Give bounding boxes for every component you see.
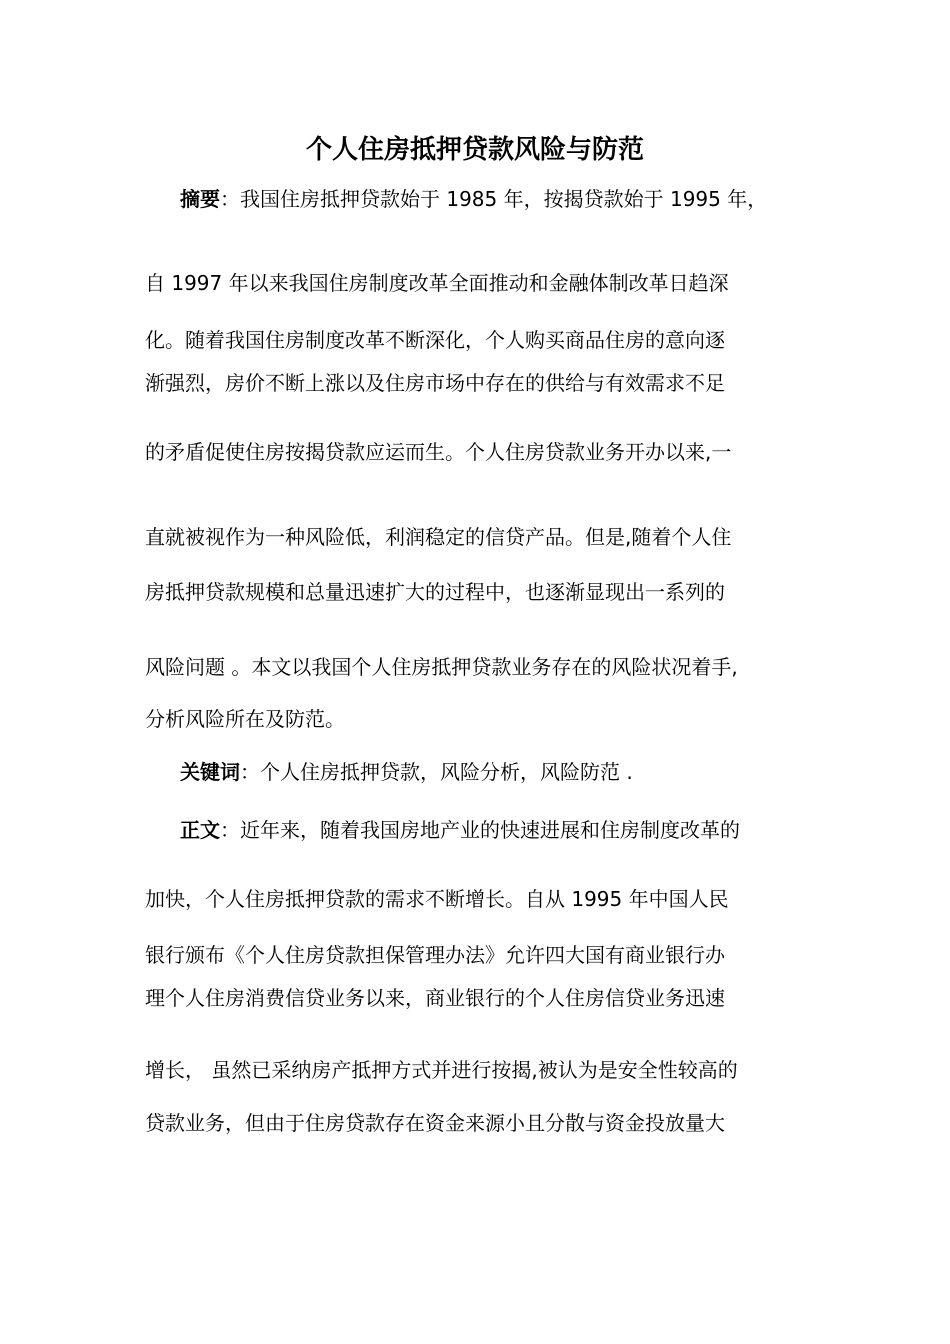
- body-line: 银行颁布《个人住房贷款担保管理办法》允许四大国有商业银行办: [145, 943, 725, 967]
- body-text: ：近年来，随着我国房地产业的快速进展和住房制度改革的: [220, 818, 740, 842]
- document-title: 个人住房抵押贷款风险与防范: [305, 135, 644, 165]
- body-line: 增长， 虽然已采纳房产抵押方式并进行按揭,被认为是安全性较高的: [145, 1058, 738, 1082]
- abstract-text: ：我国住房抵押贷款始于 1985 年，按揭贷款始于 1995 年，: [220, 187, 768, 211]
- abstract-line: [180, 184, 767, 214]
- body-line: 贷款业务，但由于住房贷款存在资金来源小且分散与资金投放量大: [145, 1111, 725, 1135]
- body-line: 理个人住房消费信贷业务以来，商业银行的个人住房信贷业务迅速: [145, 986, 725, 1010]
- body-label: 正文: [180, 818, 220, 842]
- keywords-text: ：个人住房抵押贷款，风险分析，风险防范 .: [240, 760, 633, 784]
- body-line: 加快，个人住房抵押贷款的需求不断增长。自从 1995 年中国人民: [145, 887, 729, 911]
- keywords-label: 关键词: [180, 760, 240, 784]
- abstract-line: 自 1997 年以来我国住房制度改革全面推动和金融体制改革日趋深: [145, 271, 729, 295]
- abstract-label: 摘要: [180, 187, 220, 211]
- abstract-line: 风险问题 。本文以我国个人住房抵押贷款业务存在的风险状况着手,: [145, 655, 738, 679]
- abstract-line: 渐强烈，房价不断上涨以及住房市场中存在的供给与有效需求不足: [145, 371, 725, 395]
- abstract-line: 化。随着我国住房制度改革不断深化，个人购买商品住房的意向逐: [145, 328, 725, 352]
- abstract-line: 分析风险所在及防范。: [145, 707, 345, 731]
- body-line: [180, 815, 740, 845]
- keywords-line: [180, 757, 633, 787]
- abstract-line: 的矛盾促使住房按揭贷款应运而生。个人住房贷款业务开办以来,一: [145, 440, 732, 464]
- abstract-line: 直就被视作为一种风险低，利润稳定的信贷产品。但是,随着个人住: [145, 525, 732, 549]
- abstract-line: 房抵押贷款规模和总量迅速扩大的过程中，也逐渐显现出一系列的: [145, 580, 725, 604]
